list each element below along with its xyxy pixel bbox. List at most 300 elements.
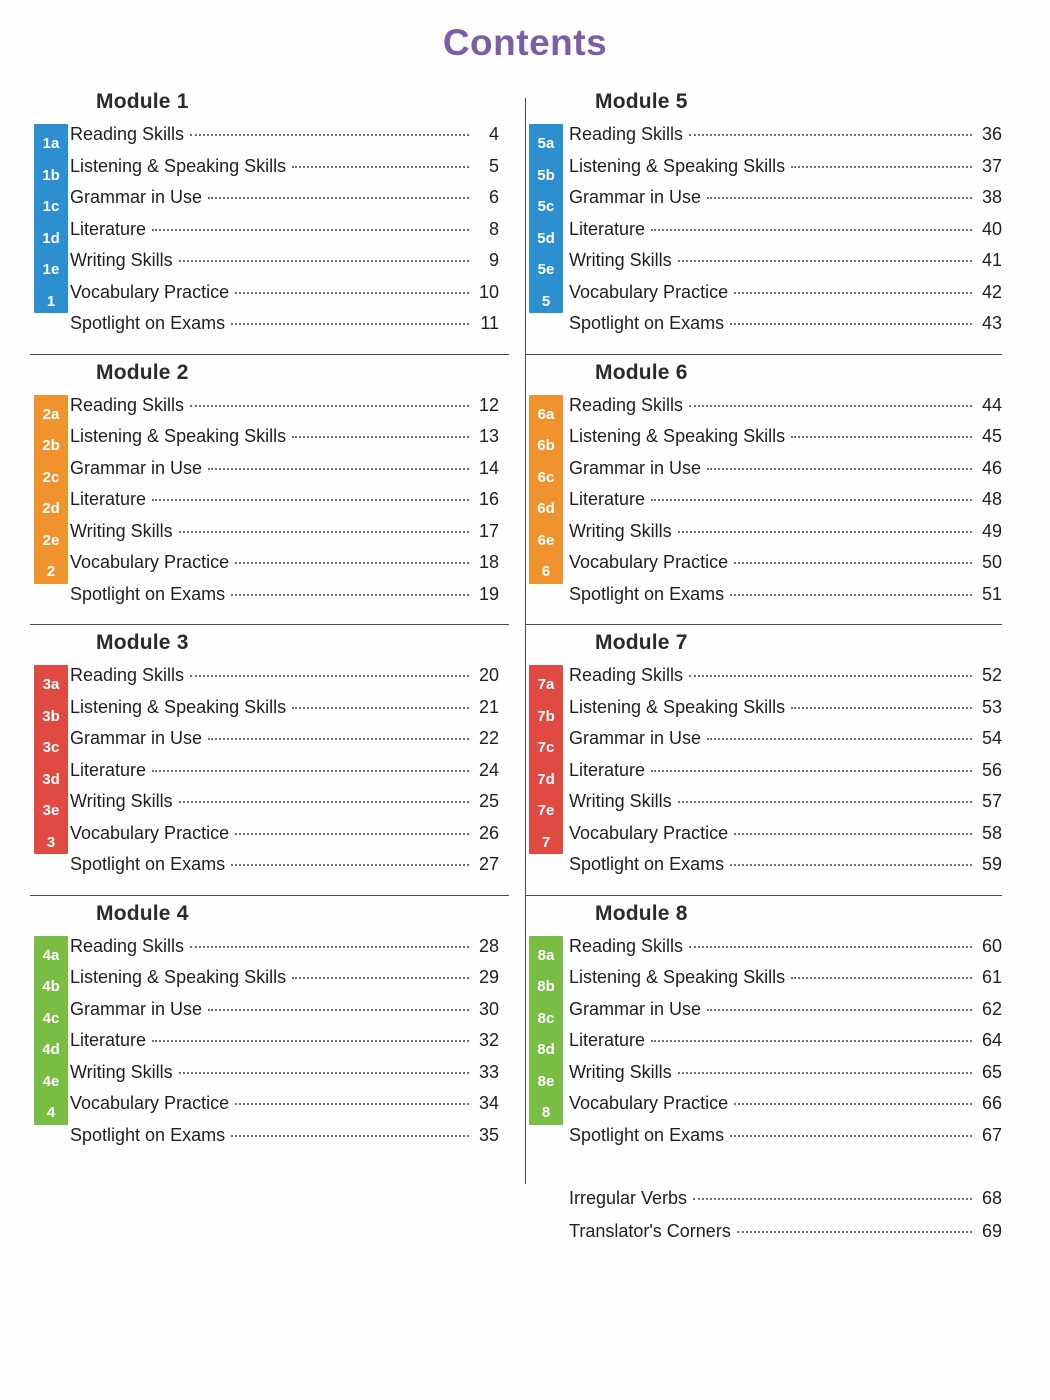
toc-entry-label: Literature [70, 489, 147, 509]
toc-entry[interactable] [70, 936, 499, 968]
leader-dots [734, 833, 972, 835]
module-tab-label: 7e [537, 802, 555, 819]
module-tab-label: 3e [42, 802, 60, 819]
toc-entry[interactable] [569, 219, 1002, 251]
toc-entry-page: 8 [488, 218, 499, 239]
toc-entry[interactable] [569, 791, 1002, 823]
toc-entry-label: Grammar in Use [569, 728, 702, 748]
module-entry-list [42, 665, 499, 886]
toc-entry-page: 12 [478, 394, 499, 415]
toc-entry[interactable] [569, 552, 1002, 584]
leader-dots [689, 675, 972, 677]
toc-entry-label: Spotlight on Exams [70, 583, 226, 604]
module-tab-label: 5b [537, 166, 555, 184]
leader-dots [231, 594, 469, 596]
toc-entry-page: 46 [981, 457, 1002, 478]
toc-entry-page: 69 [981, 1221, 1002, 1241]
leader-dots [737, 1231, 972, 1233]
toc-entry-page: 29 [478, 967, 499, 987]
leader-dots [208, 738, 469, 740]
toc-entry-page: 11 [480, 313, 499, 333]
module-tab-label: 4e [42, 1072, 60, 1090]
leader-dots [689, 134, 972, 136]
leader-dots [152, 1040, 469, 1042]
module-tab-strip [529, 395, 563, 584]
toc-entry[interactable] [569, 665, 1002, 697]
toc-entry-page: 20 [478, 665, 499, 685]
toc-entry-page: 50 [981, 552, 1002, 572]
toc-entry-label: Literature [70, 218, 147, 239]
module-tab-label: 7 [541, 833, 551, 851]
module-tab-label: 6d [537, 500, 555, 517]
toc-entry[interactable] [569, 489, 1002, 521]
toc-entry-label: Spotlight on Exams [569, 1124, 725, 1145]
toc-entry-label: Reading Skills [569, 394, 684, 415]
module-tab-label: 7b [537, 707, 555, 725]
toc-entry[interactable] [569, 854, 1002, 886]
toc-entry[interactable] [569, 728, 1002, 760]
toc-entry-label: Writing Skills [569, 791, 672, 811]
toc-entry-page: 64 [981, 1030, 1002, 1050]
module-tab-label: 6e [537, 531, 555, 549]
module-tab-label: 6a [537, 405, 555, 423]
module-tab-label: 2d [42, 500, 60, 517]
toc-entry[interactable] [569, 1062, 1002, 1094]
toc-entry[interactable] [70, 395, 499, 427]
leader-dots [730, 864, 972, 866]
toc-entry[interactable] [569, 313, 1002, 345]
toc-entry-label: Listening & Speaking Skills [70, 155, 287, 176]
toc-entry[interactable] [569, 823, 1002, 855]
toc-entry-label: Listening & Speaking Skills [70, 696, 287, 717]
toc-entry-label: Vocabulary Practice [70, 281, 230, 302]
leader-dots [707, 197, 972, 199]
toc-entry[interactable] [569, 760, 1002, 792]
leader-dots [730, 594, 972, 596]
toc-entry-label: Listening & Speaking Skills [70, 967, 287, 987]
toc-entry[interactable] [70, 1030, 499, 1062]
toc-entry-label: Spotlight on Exams [70, 313, 226, 333]
toc-entry-label: Spotlight on Exams [70, 1124, 226, 1145]
leader-dots [190, 134, 469, 136]
module-tab-label: 2 [46, 563, 56, 580]
module-tab-label: 3 [46, 833, 56, 851]
module-tab-label: 3c [42, 739, 60, 756]
toc-entry[interactable] [70, 552, 499, 584]
toc-entry[interactable] [569, 282, 1002, 314]
leader-dots [235, 1103, 469, 1105]
toc-entry-page: 44 [981, 394, 1002, 415]
module-block [537, 360, 1002, 626]
toc-entry-page: 34 [478, 1093, 499, 1113]
module-tab-label: 8b [537, 978, 555, 995]
module-tab-label: 8e [537, 1072, 555, 1090]
toc-entry-page: 51 [981, 583, 1002, 604]
leader-dots [231, 323, 469, 325]
leader-dots [791, 166, 972, 168]
module-tab-strip [34, 936, 68, 1125]
toc-entry[interactable] [70, 967, 499, 999]
toc-entry-label: Literature [569, 1030, 646, 1050]
toc-entry-page: 57 [981, 791, 1002, 811]
module-tab-strip [34, 665, 68, 854]
toc-entry-page: 38 [981, 187, 1002, 207]
module-tab-label: 5a [537, 135, 555, 152]
toc-entry[interactable] [70, 1062, 499, 1094]
leader-dots [235, 562, 469, 564]
toc-entry-page: 18 [478, 552, 499, 572]
leader-dots [152, 770, 469, 772]
module-title: Module 7 [595, 631, 688, 654]
toc-entry[interactable] [70, 854, 499, 886]
toc-entry[interactable] [70, 187, 499, 219]
toc-entry-label: Writing Skills [569, 1061, 672, 1082]
toc-entry-label: Listening & Speaking Skills [569, 426, 786, 446]
toc-entry[interactable] [70, 791, 499, 823]
toc-entry[interactable] [70, 313, 499, 345]
toc-entry[interactable] [70, 489, 499, 521]
module-title: Module 3 [96, 631, 189, 654]
leader-dots [235, 833, 469, 835]
toc-entry-label: Vocabulary Practice [70, 822, 230, 843]
leader-dots [190, 405, 469, 407]
toc-entry-label: Literature [569, 218, 646, 239]
leader-dots [734, 292, 972, 294]
toc-entry[interactable] [70, 156, 499, 188]
module-entry-list [537, 665, 1002, 886]
leader-dots [730, 323, 972, 325]
module-tab-label: 6 [541, 563, 551, 580]
module-block [42, 360, 499, 626]
toc-entry[interactable] [569, 967, 1002, 999]
module-entry-list [42, 935, 499, 1157]
toc-entry[interactable] [569, 187, 1002, 219]
toc-entry-page: 48 [981, 489, 1002, 509]
toc-entry[interactable] [70, 124, 499, 156]
module-tab-label: 6c [537, 468, 555, 486]
toc-entry-page: 24 [478, 759, 499, 780]
leader-dots [791, 707, 972, 709]
toc-entry-page: 66 [981, 1093, 1002, 1113]
leader-dots [179, 1072, 469, 1074]
leader-dots [689, 946, 972, 948]
leader-dots [235, 292, 469, 294]
module-block [537, 901, 1002, 1167]
toc-entry-page: 42 [981, 281, 1002, 302]
toc-entry[interactable] [569, 426, 1002, 458]
leader-dots [152, 499, 469, 501]
leader-dots [179, 531, 469, 533]
leader-dots [231, 1135, 469, 1137]
toc-entry-label: Grammar in Use [70, 457, 203, 478]
toc-entry-page: 13 [478, 426, 499, 446]
module-tab-label: 1b [42, 166, 60, 184]
toc-entry-label: Writing Skills [70, 520, 173, 541]
toc-entry-label: Literature [70, 1030, 147, 1050]
toc-entry-label: Listening & Speaking Skills [569, 967, 786, 987]
module-tab-label: 8c [537, 1009, 555, 1027]
leader-dots [208, 1009, 469, 1011]
module-block [42, 90, 499, 355]
toc-entry-label: Vocabulary Practice [569, 281, 729, 302]
leader-dots [791, 436, 972, 438]
toc-entry-label: Writing Skills [569, 520, 672, 541]
toc-entry[interactable] [70, 823, 499, 855]
module-tab-label: 2e [42, 531, 60, 549]
toc-entry[interactable] [569, 584, 1002, 616]
leader-dots [292, 707, 469, 709]
toc-entry[interactable] [569, 395, 1002, 427]
module-tab-label: 8a [537, 946, 555, 964]
toc-entry[interactable] [70, 250, 499, 282]
module-entry-list [42, 124, 499, 345]
toc-entry[interactable] [569, 156, 1002, 188]
toc-entry-page: 6 [488, 187, 499, 207]
toc-entry-page: 19 [478, 583, 499, 604]
toc-entry-label: Listening & Speaking Skills [569, 155, 786, 176]
toc-entry-page: 17 [478, 520, 499, 541]
toc-entry[interactable] [70, 426, 499, 458]
toc-entry[interactable] [70, 760, 499, 792]
leader-dots [651, 499, 972, 501]
module-tab-label: 2c [42, 468, 60, 486]
module-tab-label: 4 [46, 1104, 56, 1121]
module-tab-label: 2a [42, 405, 60, 423]
module-title: Module 8 [595, 901, 688, 925]
toc-entry-page: 54 [981, 728, 1002, 748]
module-block [537, 90, 1002, 355]
toc-entry[interactable] [70, 728, 499, 760]
column-divider [525, 98, 526, 1184]
toc-entry[interactable] [70, 999, 499, 1031]
toc-entry[interactable] [569, 1125, 1002, 1157]
toc-entry-label: Spotlight on Exams [569, 854, 725, 874]
module-tab-label: 7d [537, 770, 555, 788]
toc-entry-label: Reading Skills [569, 935, 684, 956]
toc-entry-label: Reading Skills [70, 935, 185, 956]
toc-entry[interactable] [569, 1030, 1002, 1062]
toc-entry-page: 37 [981, 155, 1002, 176]
toc-entry-label: Literature [70, 759, 147, 780]
toc-entry-page: 5 [488, 155, 499, 176]
toc-entry-label: Vocabulary Practice [569, 552, 729, 572]
module-entry-list [537, 394, 1002, 616]
toc-entry[interactable] [569, 1221, 1002, 1254]
leader-dots [707, 1009, 972, 1011]
module-tab-label: 6b [537, 437, 555, 454]
toc-entry-label: Reading Skills [569, 665, 684, 685]
toc-entry-page: 9 [488, 250, 499, 270]
module-tab-label: 2b [42, 437, 60, 454]
toc-entry-label: Grammar in Use [70, 187, 203, 207]
toc-entry-label: Writing Skills [569, 250, 672, 270]
leader-dots [678, 1072, 972, 1074]
toc-entry-page: 26 [478, 822, 499, 843]
toc-entry[interactable] [569, 1093, 1002, 1125]
toc-entry-page: 40 [981, 218, 1002, 239]
toc-entry-page: 65 [981, 1061, 1002, 1082]
toc-entry-label: Vocabulary Practice [569, 1093, 729, 1113]
module-tab-label: 8d [537, 1041, 555, 1058]
leader-dots [791, 977, 972, 979]
leader-dots [292, 166, 469, 168]
toc-entry[interactable] [569, 1188, 1002, 1221]
toc-entry-label: Vocabulary Practice [70, 1093, 230, 1113]
toc-entry[interactable] [569, 999, 1002, 1031]
toc-entry-page: 22 [478, 728, 499, 748]
toc-entry-page: 36 [981, 124, 1002, 144]
toc-entry[interactable] [70, 1093, 499, 1125]
toc-entry-label: Writing Skills [70, 250, 173, 270]
module-tab-label: 4c [42, 1009, 60, 1027]
leader-dots [651, 770, 972, 772]
toc-entry[interactable] [70, 1125, 499, 1157]
toc-entry-page: 25 [478, 791, 499, 811]
leader-dots [208, 468, 469, 470]
toc-entry-label: Grammar in Use [569, 457, 702, 478]
module-title: Module 4 [96, 901, 189, 925]
toc-entry[interactable] [569, 250, 1002, 282]
module-tab-label: 1 [46, 292, 56, 310]
toc-entry-page: 27 [478, 854, 499, 874]
leader-dots [678, 801, 972, 803]
toc-entry[interactable] [569, 458, 1002, 490]
toc-entry-label: Irregular Verbs [569, 1188, 688, 1208]
toc-entry-page: 28 [478, 935, 499, 956]
module-tab-label: 3d [42, 770, 60, 788]
toc-entry-label: Translator's Corners [569, 1221, 731, 1241]
leader-dots [179, 801, 469, 803]
module-tab-label: 4a [42, 946, 60, 964]
toc-entry[interactable] [70, 584, 499, 616]
toc-entry-page: 59 [981, 854, 1002, 874]
leader-dots [734, 562, 972, 564]
toc-entry[interactable] [569, 936, 1002, 968]
leader-dots [292, 977, 469, 979]
toc-entry-page: 68 [981, 1188, 1002, 1208]
toc-entry[interactable] [569, 521, 1002, 553]
leader-dots [190, 675, 469, 677]
module-tab-label: 3b [42, 707, 60, 725]
leader-dots [651, 1040, 972, 1042]
module-tab-label: 7a [537, 676, 555, 693]
module-tab-label: 1e [42, 261, 60, 278]
module-tab-label: 1c [42, 198, 60, 215]
toc-entry-page: 61 [981, 967, 1002, 987]
toc-entry-page: 32 [478, 1030, 499, 1050]
module-tab-label: 1d [42, 229, 60, 247]
toc-entry-label: Literature [569, 759, 646, 780]
toc-entry[interactable] [70, 665, 499, 697]
toc-entry-page: 56 [981, 759, 1002, 780]
page-title: Contents [442, 22, 608, 63]
leader-dots [730, 1135, 972, 1137]
module-title: Module 5 [595, 90, 688, 113]
toc-entry-page: 33 [478, 1061, 499, 1082]
toc-entry-page: 41 [981, 250, 1002, 270]
toc-entry-page: 4 [488, 124, 499, 144]
toc-entry-page: 35 [478, 1124, 499, 1145]
leader-dots [651, 229, 972, 231]
leader-dots [208, 197, 469, 199]
toc-entry-label: Reading Skills [70, 665, 185, 685]
toc-entry-label: Grammar in Use [569, 998, 702, 1019]
toc-entry-label: Grammar in Use [70, 998, 203, 1019]
toc-entry-label: Vocabulary Practice [70, 552, 230, 572]
toc-entry-label: Reading Skills [70, 124, 185, 144]
toc-entry-label: Grammar in Use [70, 728, 203, 748]
leader-dots [292, 436, 469, 438]
toc-entry-label: Literature [569, 489, 646, 509]
module-tab-label: 3a [42, 676, 60, 693]
toc-entry-page: 16 [478, 489, 499, 509]
module-block [42, 901, 499, 1167]
toc-entry-label: Writing Skills [70, 791, 173, 811]
leader-dots [678, 260, 972, 262]
module-block [537, 631, 1002, 896]
module-title: Module 2 [96, 360, 189, 384]
toc-entry-label: Spotlight on Exams [569, 313, 725, 333]
toc-entry-label: Reading Skills [70, 394, 185, 415]
contents-column-right [525, 90, 1020, 1254]
module-tab-strip [529, 936, 563, 1125]
module-tab-label: 5e [537, 261, 555, 278]
toc-entry[interactable] [70, 697, 499, 729]
toc-entry[interactable] [569, 124, 1002, 156]
leader-dots [693, 1198, 972, 1200]
module-tab-label: 5c [537, 198, 555, 215]
toc-entry-label: Vocabulary Practice [569, 822, 729, 843]
leader-dots [707, 738, 972, 740]
leader-dots [152, 229, 469, 231]
leader-dots [689, 405, 972, 407]
toc-entry-page: 14 [478, 457, 499, 478]
module-tab-label: 1a [42, 135, 60, 152]
module-tab-strip [34, 395, 68, 584]
toc-entry[interactable] [70, 219, 499, 251]
module-entry-list [537, 935, 1002, 1157]
module-tab-label: 4d [42, 1041, 60, 1058]
module-tab-label: 5 [541, 292, 551, 310]
toc-entry-label: Spotlight on Exams [569, 583, 725, 604]
toc-entry-page: 21 [478, 696, 499, 717]
toc-entry-page: 62 [981, 998, 1002, 1019]
toc-entry-page: 67 [981, 1124, 1002, 1145]
leader-dots [179, 260, 469, 262]
module-tab-label: 8 [541, 1104, 551, 1121]
toc-entry-page: 49 [981, 520, 1002, 541]
module-tab-label: 4b [42, 978, 60, 995]
module-tab-label: 7c [537, 739, 555, 756]
toc-entry-page: 45 [981, 426, 1002, 446]
leader-dots [231, 864, 469, 866]
appendix-list [569, 1188, 1002, 1254]
toc-entry[interactable] [569, 697, 1002, 729]
toc-entry[interactable] [70, 282, 499, 314]
toc-entry-label: Listening & Speaking Skills [569, 696, 786, 717]
toc-entry-label: Writing Skills [70, 1061, 173, 1082]
toc-entry[interactable] [70, 458, 499, 490]
leader-dots [190, 946, 469, 948]
toc-entry[interactable] [70, 521, 499, 553]
module-entry-list [537, 124, 1002, 345]
module-entry-list [42, 394, 499, 616]
toc-entry-page: 60 [981, 935, 1002, 956]
toc-entry-label: Spotlight on Exams [70, 854, 226, 874]
leader-dots [707, 468, 972, 470]
module-tab-strip [34, 124, 68, 313]
toc-entry-page: 43 [981, 313, 1002, 333]
